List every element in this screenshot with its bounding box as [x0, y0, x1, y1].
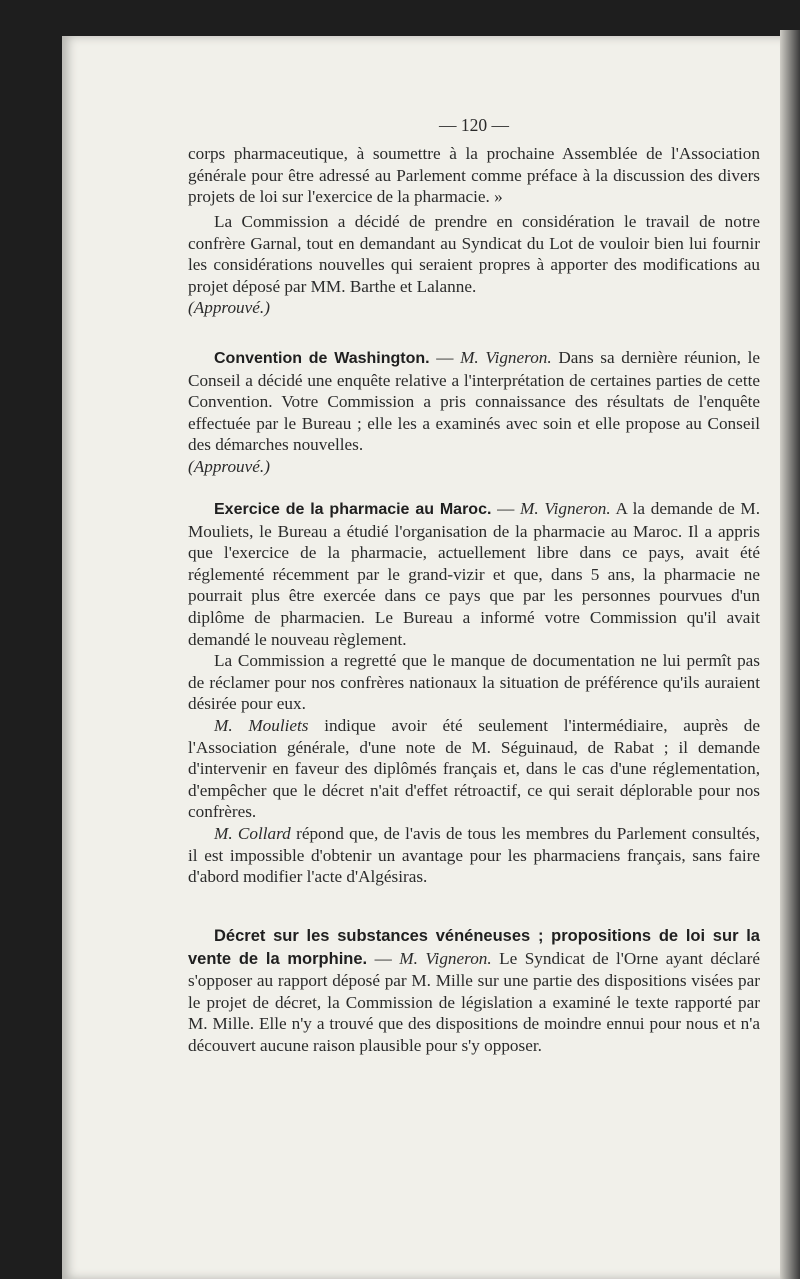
section-heading: Exercice de la pharmacie au Maroc.: [214, 501, 492, 518]
speaker: M. Mouliets: [214, 715, 309, 735]
maroc-section: [188, 498, 760, 888]
section-heading: Convention de Washington.: [214, 350, 430, 367]
maroc-paragraph-2: La Commission a regretté que le manque de documentation ne lui permît pas de réclamer pour nos confrères nationaux la situation de préférence qu'ils auraient désirée pour eux.: [188, 651, 760, 714]
garnal-text: La Commission a décidé de prendre en considération le travail de notre confrère Garnal, tout en demandant au Syndicat du Lot de vouloir bien lui fournir les considérations nouvelles qui seraient propres à apporter des modifications au projet déposé par MM. Barthe et Lalanne.: [188, 212, 760, 296]
section-heading: Décret sur les substances vénéneuses ; propositions de loi sur la vente de la morphine.: [188, 927, 760, 968]
morphine-paragraph: Décret sur les substances vénéneuses ; propositions de loi sur la vente de la morphine. — M. Vigneron. Le Syndicat de l'Orne ayant déclaré s'opposer au rapport déposé par M. Mille sur une partie des dispositions visées par le projet de décret, la Commission de législation a examiné le texte rapporté par M. Mille. Elle n'y a trouvé que des dispositions de moindre ennui pour nous et n'a découvert aucune raison plausible pour s'y opposer.: [188, 927, 761, 1055]
maroc-paragraph-4: M. Collard répond que, de l'avis de tous les membres du Parlement consultés, il est impossible d'obtenir un avantage pour les pharmaciens français, sans faire d'abord modifier l'acte d'Algésiras.: [188, 823, 760, 887]
speaker: M. Vigneron.: [460, 348, 552, 367]
garnal-section: [188, 211, 760, 319]
speaker: M. Collard: [214, 823, 291, 843]
page-edge: [780, 30, 800, 1279]
continuation-paragraph: [188, 143, 760, 208]
washington-paragraph: Convention de Washington. — M. Vigneron. Dans sa dernière réunion, le Conseil a décidé une enquête relative a l'interprétation de certaines parties de cette Convention. Votre Commission a pris connaissance des résultats de l'enquête effectuée par le Bureau ; elle les a examinés avec soin et elle propose au Conseil des démarches nouvelles.: [188, 348, 761, 455]
maroc-paragraph: Exercice de la pharmacie au Maroc. — M. Vigneron. A la demande de M. Mouliets, le Bureau a étudié l'organisation de la pharmacie au Maroc. Il a appris que l'exercice de la pharmacie, actuellement libre dans ce pays, avait été réglementé récemment par le grand-vizir et que, dans 5 ans, la pharmacie ne pourrait plus être exercée dans ce pays que par les personnes pourvues d'un diplôme de pharmacien. Le Bureau a informé votre Commission qu'il avait demandé le nouveau règlement.: [188, 499, 760, 649]
speaker: M. Vigneron.: [520, 499, 611, 518]
morphine-section: [188, 925, 760, 1057]
maroc-paragraph-3: M. Mouliets indique avoir été seulement l'intermédiaire, auprès de l'Association générale, d'une note de M. Séguinaud, de Rabat ; il demande d'intervenir en faveur des diplômés français et, dans le cas d'une réglementation, d'empêcher que le décret n'ait d'effet rétroactif, ce qui serait déplorable pour nos confrères.: [188, 715, 761, 822]
speaker: M. Vigneron.: [399, 948, 492, 968]
page-number: — 120 —: [439, 115, 509, 135]
approved-note: (Approuvé.): [188, 456, 270, 476]
washington-section: [188, 347, 760, 478]
approved-note: (Approuvé.): [188, 298, 270, 318]
continuation-text: corps pharmaceutique, à soumettre à la prochaine Assemblée de l'Association générale pour être adressé au Parlement comme préface à la discussion des divers projets de loi sur l'exercice de la pharmacie. »: [188, 144, 760, 207]
